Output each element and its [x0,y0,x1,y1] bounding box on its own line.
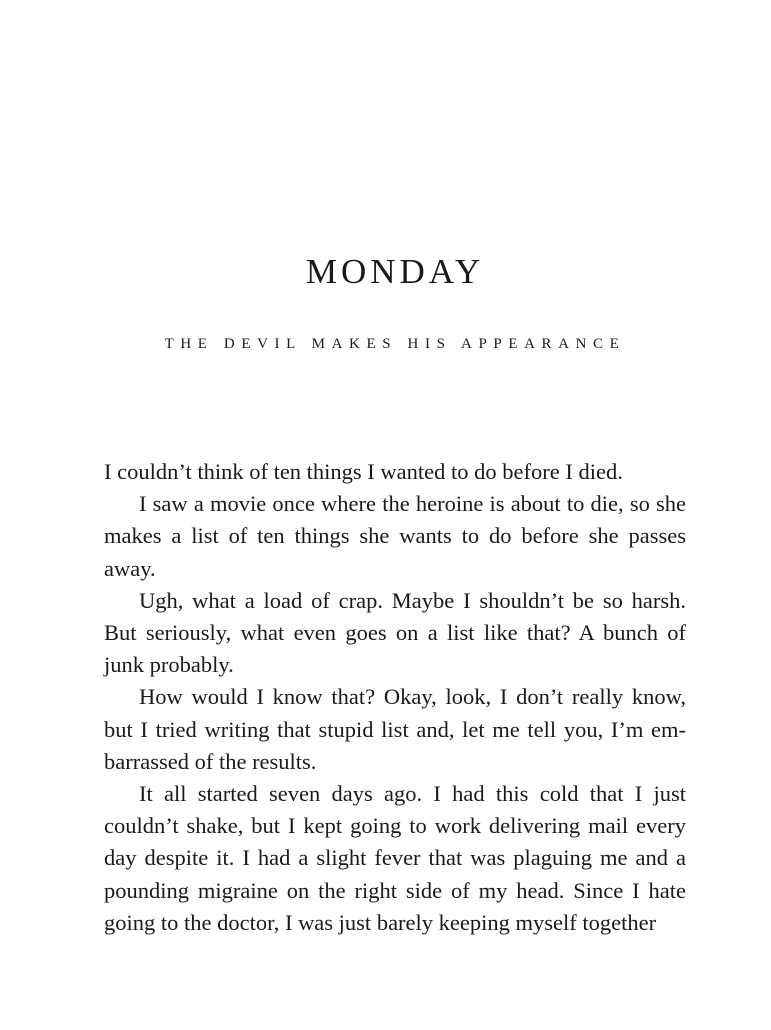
paragraph-2: I saw a movie once where the heroine is about to die, so she makes a list of ten things she wants to do before she passes away. [104,491,686,581]
paragraph-5: It all started seven days ago. I had this cold that I just couldn’t shake, but I kept going to work delivering mail every day despite it. I had a slight fever that was plaguing me and a pounding migraine on the right side of my head. Since I hate going to the doctor, I was just barely keeping myself together [104,781,686,935]
paragraph-1: I couldn’t think of ten things I wanted to do before I died. [104,459,623,484]
chapter-subtitle: THE DEVIL MAKES HIS APPEARANCE [164,336,626,352]
paragraph-4: How would I know that? Okay, look, I don’t really know, but I tried writing that stupid list and, let me tell you, I’m embarrassed of the results. [104,684,686,774]
chapter-title: MONDAY [305,252,485,291]
paragraph-3: Ugh, what a load of crap. Maybe I shouldn’t be so harsh. But seriously, what even goes on a list like that? A bunch of junk probably. [104,587,686,678]
chapter-body [104,456,686,939]
